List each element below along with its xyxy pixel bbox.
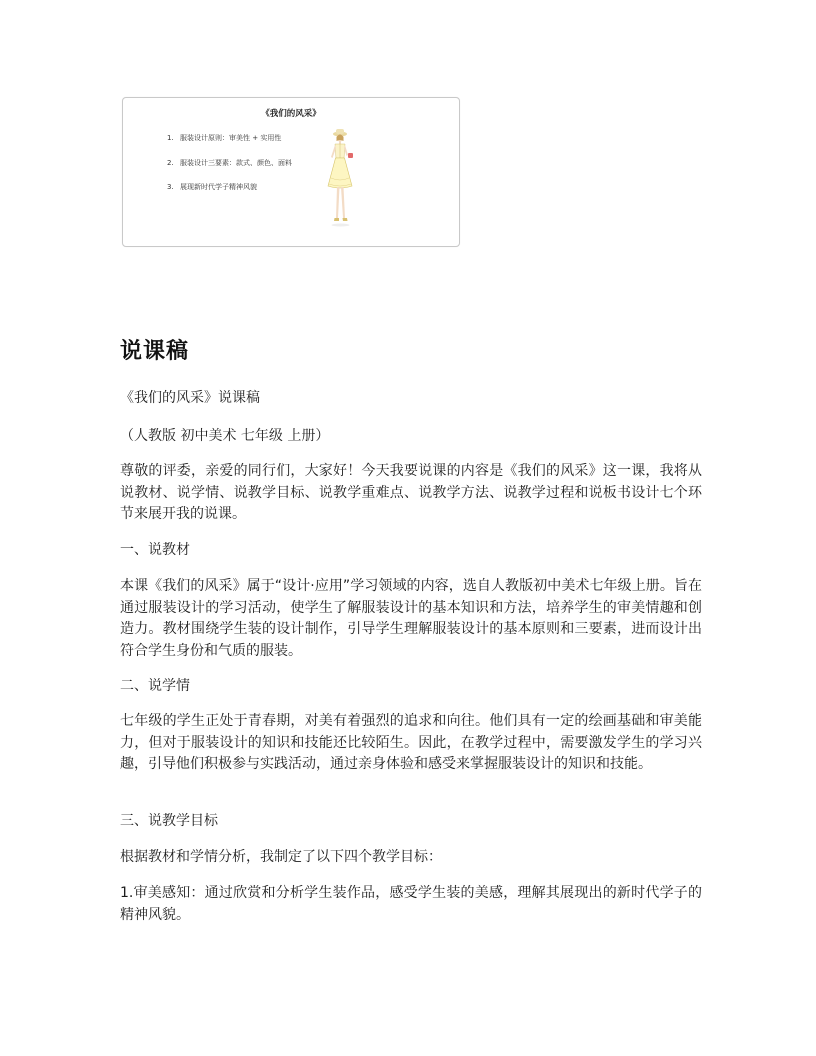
slide-list-item <box>167 182 257 192</box>
intro-paragraph: 尊敬的评委，亲爱的同行们，大家好！今天我要说课的内容是《我们的风采》这一课，我将从说教材、说学情、说教学目标、说教学重难点、说教学方法、说教学过程和说板书设计七个环节来展开我的说课。 <box>120 463 702 522</box>
slide-item-text: 服装设计原则：审美性 + 实用性 <box>180 134 282 142</box>
doc-title-line: 《我们的风采》说课稿 <box>120 390 260 406</box>
fashion-figure-illustration <box>321 126 361 230</box>
section-heading-students: 二、说学情 <box>120 678 190 694</box>
slide-item-number: 1. <box>167 134 174 142</box>
slide-list-item <box>167 133 281 143</box>
students-paragraph: 七年级的学生正处于青春期，对美有着强烈的追求和向往。他们具有一定的绘画基础和审美能力，但对于服装设计的知识和技能还比较陌生。因此，在教学过程中，需要激发学生的学习兴趣，引导他们积极参与实践活动，通过亲身体验和感受来掌握服装设计的知识和技能。 <box>120 713 702 772</box>
slide-item-number: 3. <box>167 183 174 191</box>
slide-item-number: 2. <box>167 159 174 167</box>
section-heading-textbook: 一、说教材 <box>120 542 190 558</box>
page-title: 说课稿 <box>120 339 190 364</box>
objective-item-1: 1.审美感知：通过欣赏和分析学生装作品，感受学生装的美感，理解其展现出的新时代学子的精神风貌。 <box>120 885 702 923</box>
slide-title: 《我们的风采》 <box>261 109 321 119</box>
slide-item-text: 展现新时代学子精神风貌 <box>180 183 257 191</box>
slide-list-item <box>167 158 292 168</box>
edition-line: （人教版 初中美术 七年级 上册） <box>120 428 330 444</box>
section-heading-objectives: 三、说教学目标 <box>120 813 218 829</box>
slide-item-text: 服装设计三要素：款式、颜色、面料 <box>180 159 292 167</box>
objectives-intro: 根据教材和学情分析，我制定了以下四个教学目标： <box>120 849 442 865</box>
textbook-paragraph: 本课《我们的风采》属于“设计·应用”学习领域的内容，选自人教版初中美术七年级上册。旨在通过服装设计的学习活动，使学生了解服装设计的基本知识和方法，培养学生的审美情趣和创造力。教材围绕学生装的设计制作，引导学生理解服装设计的基本原则和三要素，进而设计出符合学生身份和气质的服装。 <box>120 578 702 659</box>
slide-thumbnail <box>122 97 460 247</box>
